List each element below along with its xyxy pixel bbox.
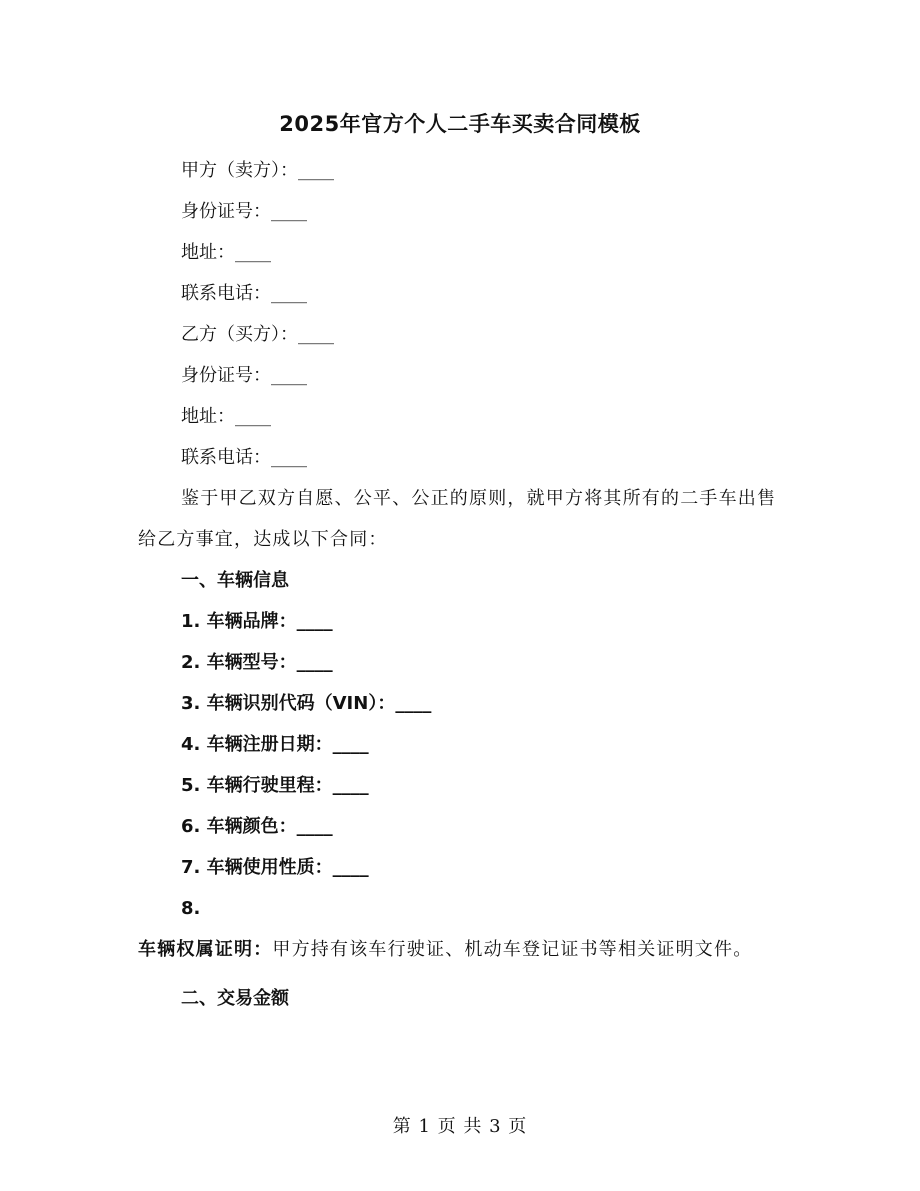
party-b-id: 身份证号：____ [181,365,307,386]
vehicle-item: 6. 车辆颜色：____ [181,816,333,837]
party-b-phone: 联系电话：____ [181,447,307,468]
intro-paragraph: 鉴于甲乙双方自愿、公平、公正的原则，就甲方将其所有的二手车出售给乙方事宜，达成以下合同： [138,488,777,550]
party-a-phone: 联系电话：____ [181,283,307,304]
section-heading-vehicle-info: 一、车辆信息 [181,570,289,591]
ownership-label: 车辆权属证明： [138,939,273,960]
party-b-address: 地址：____ [181,406,271,427]
ownership-text: 甲方持有该车行驶证、机动车登记证书等相关证明文件。 [272,939,753,960]
party-b-name: 乙方（买方）：____ [181,324,334,345]
vehicle-item: 1. 车辆品牌：____ [181,611,333,632]
vehicle-item: 2. 车辆型号：____ [181,652,333,673]
vehicle-item: 7. 车辆使用性质：____ [181,857,369,878]
party-a-address: 地址：____ [181,242,271,263]
vehicle-item: 3. 车辆识别代码（VIN）：____ [181,693,432,714]
vehicle-item: 4. 车辆注册日期：____ [181,734,369,755]
section-heading-transaction-amount: 二、交易金额 [181,988,289,1009]
page-footer: 第 1 页 共 3 页 [392,1116,528,1137]
vehicle-item: 8. [181,898,201,919]
vehicle-item: 5. 车辆行驶里程：____ [181,775,369,796]
party-a-name: 甲方（卖方）：____ [181,160,334,181]
party-a-id: 身份证号：____ [181,201,307,222]
document-body [138,150,788,1019]
document-title: 2025年官方个人二手车买卖合同模板 [279,112,641,136]
ownership-paragraph [138,929,788,970]
